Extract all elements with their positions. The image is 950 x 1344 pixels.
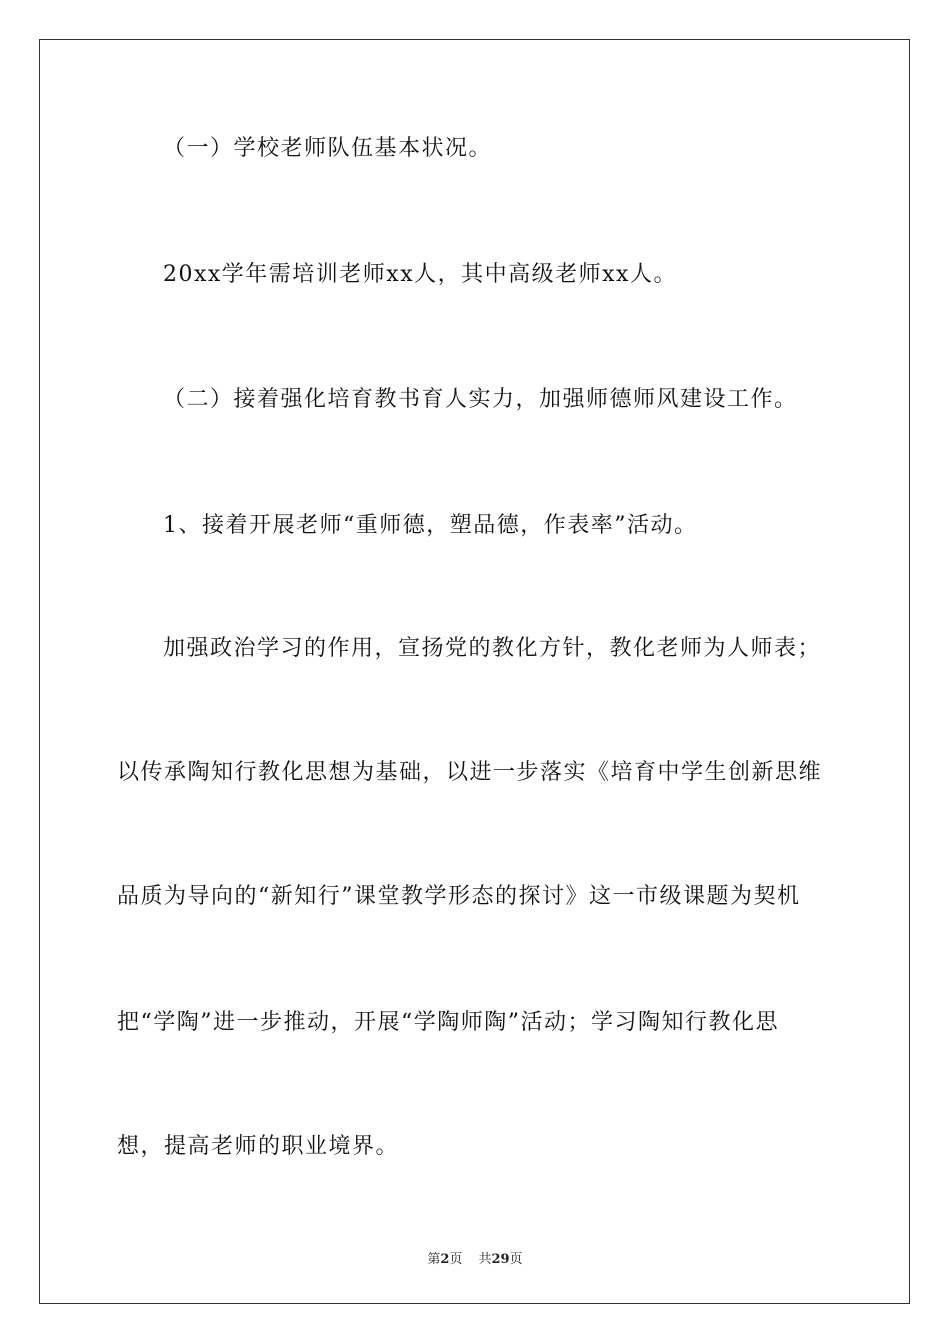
- page-footer: [0, 1248, 950, 1267]
- paragraph-line-5: 想，提高老师的职业境界。: [117, 1134, 400, 1159]
- section-heading-1: （一）学校老师队伍基本状况。: [163, 136, 493, 161]
- total-suffix: 页: [509, 1252, 523, 1267]
- paragraph-line-2: 以传承陶知行教化思想为基础，以进一步落实《培育中学生创新思维: [117, 760, 823, 785]
- page-prefix: 第: [427, 1252, 441, 1267]
- paragraph-teacher-count: 20xx学年需培训老师xx人，其中高级老师xx人。: [163, 262, 677, 287]
- paragraph-line-3: 品质为导向的“新知行”课堂教学形态的探讨》这一市级课题为契机: [117, 884, 801, 909]
- section-heading-2: （二）接着强化培育教书育人实力，加强师德师风建设工作。: [163, 387, 798, 412]
- paragraph-line-4: 把“学陶”进一步推动，开展“学陶师陶”活动；学习陶知行教化思: [117, 1010, 779, 1035]
- paragraph-line-1: 加强政治学习的作用，宣扬党的教化方针，教化老师为人师表；: [163, 636, 822, 661]
- page-number: 2: [440, 1252, 450, 1267]
- list-item-1: 1、接着开展老师“重师德，塑品德，作表率”活动。: [163, 513, 698, 538]
- page-border: [39, 39, 910, 1304]
- page-suffix: 页: [449, 1252, 463, 1267]
- total-pages: 29: [491, 1252, 510, 1267]
- total-prefix: 共: [478, 1252, 492, 1267]
